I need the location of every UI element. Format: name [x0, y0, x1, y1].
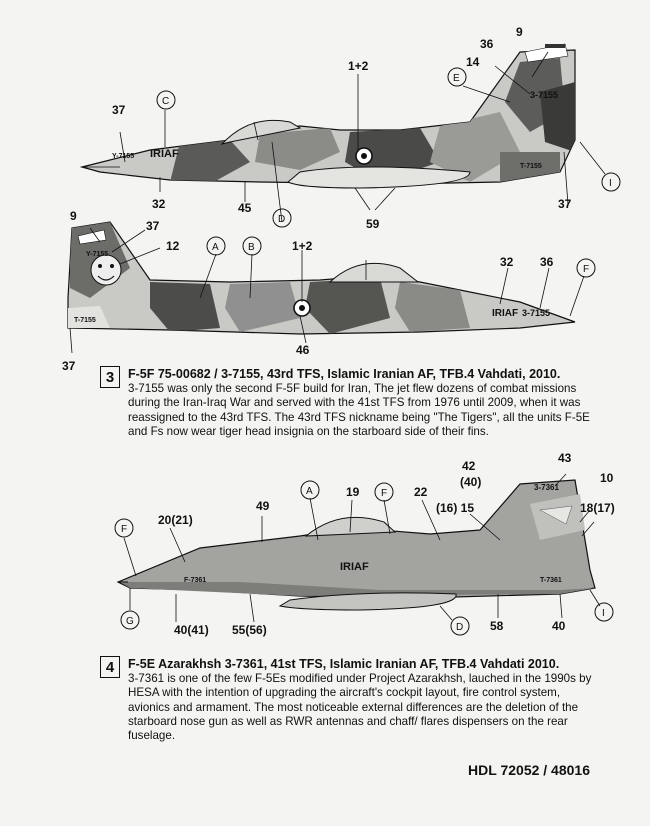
f5f-left-airframe: [82, 44, 575, 188]
f5f-left-rear-serial: T-7155: [520, 163, 542, 170]
f5e-airframe: [118, 480, 595, 610]
profile-4-description: [100, 656, 600, 743]
circled-f3: F: [121, 524, 128, 535]
profile-3-description: [100, 366, 600, 439]
profile-4-text: 3-7361 is one of the few F-5Es modified under Project Azarakhsh, lauched in the 1990s by HESA with the intention of upgrading the aircraft's cockpit layout, fire control system, avionics and armament. The most noticeable external differences are the deletion of the starboard nose gun as well as RWR antennas and chaff/ flares dispensers on the rear fuselage.: [128, 672, 592, 743]
callout-37b: 37: [558, 197, 572, 211]
profile-3-number-badge: 3: [100, 366, 120, 388]
callout-40-41: 40(41): [174, 623, 209, 637]
f5f-right-rear-serial: T-7155: [74, 317, 96, 324]
callout-22: 22: [414, 485, 428, 499]
f5f-right-airframe: [68, 222, 575, 334]
profile-3-title: F-5F 75-00682 / 3-7155, 43rd TFS, Islamic Iranian AF, TFB.4 Vahdati, 2010.: [128, 367, 561, 381]
f5f-left-tail-serial: 3-7155: [530, 90, 559, 100]
callout-1plus2: 1+2: [348, 59, 369, 73]
f5f-right-profile: [0, 198, 650, 388]
callout-58: 58: [490, 619, 504, 633]
f5f-right-tail-serial: Y-7155: [86, 251, 109, 258]
f5f-left-iriaf: IRIAF: [150, 148, 179, 160]
callout-37: 37: [112, 103, 126, 117]
callout-45: 45: [238, 201, 252, 215]
circled-a2: A: [306, 486, 313, 497]
callout-14: 14: [466, 55, 480, 69]
callout-49: 49: [256, 499, 270, 513]
circled-e: E: [453, 73, 460, 84]
callout-36: 36: [480, 37, 494, 51]
callout-32b: 32: [500, 255, 514, 269]
f5f-right-iriaf: IRIAF: [492, 308, 519, 319]
profile-4-number-badge: 4: [100, 656, 120, 678]
circled-a: A: [212, 242, 219, 253]
callout-42: 42: [462, 459, 476, 473]
profile-3-text: 3-7155 was only the second F-5F build for Iran, The jet flew dozens of combat missions during the Iran-Iraq War and served with the 41st TFS from 1976 until 2009, when it was reassigned to the 43rd TFS. The 43rd TFS nickname being "The Tigers", all the units F-5E and Fs now wear tiger head insignia on the starboard side of their fins.: [128, 382, 590, 438]
circled-b: B: [248, 242, 255, 253]
callout-18-17: 18(17): [580, 501, 615, 515]
circled-i2: I: [602, 608, 605, 619]
callout-46: 46: [296, 343, 310, 357]
callout-40-paren: (40): [460, 475, 482, 489]
callout-32: 32: [152, 197, 166, 211]
f5f-left-nose-serial: Y-7155: [112, 153, 135, 160]
callout-37d: 37: [62, 359, 76, 373]
callout-36b: 36: [540, 255, 554, 269]
circled-g: G: [126, 616, 134, 627]
callout-37c: 37: [146, 219, 160, 233]
callout-12: 12: [166, 239, 180, 253]
circled-c: C: [162, 96, 170, 107]
product-code: HDL 72052 / 48016: [468, 762, 590, 778]
f5e-rear-serial: T-7361: [540, 577, 562, 584]
callout-9b: 9: [70, 209, 77, 223]
callout-43: 43: [558, 451, 572, 465]
circled-f2: F: [381, 488, 388, 499]
circled-d2: D: [456, 622, 464, 633]
callout-1plus2b: 1+2: [292, 239, 313, 253]
callout-40b: 40: [552, 619, 566, 633]
f5e-iriaf: IRIAF: [340, 561, 369, 573]
callout-9: 9: [516, 25, 523, 39]
callout-19: 19: [346, 485, 360, 499]
circled-f: F: [583, 264, 590, 275]
profile-4-title: F-5E Azarakhsh 3-7361, 41st TFS, Islamic Iranian AF, TFB.4 Vahdati 2010.: [128, 657, 560, 671]
callout-16-15: (16) 15: [436, 501, 475, 515]
callout-10: 10: [600, 471, 614, 485]
circled-d: D: [278, 214, 286, 225]
f5e-azarakhsh-profile: [0, 451, 650, 650]
callout-20-21: 20(21): [158, 513, 193, 527]
f5f-right-serial: 3-7155: [522, 308, 551, 318]
f5e-tail-serial: 3-7361: [534, 483, 559, 492]
callout-59: 59: [366, 217, 380, 231]
circled-i: I: [609, 178, 612, 189]
callout-55-56: 55(56): [232, 623, 267, 637]
f5e-nose-serial: F-7361: [184, 577, 207, 584]
